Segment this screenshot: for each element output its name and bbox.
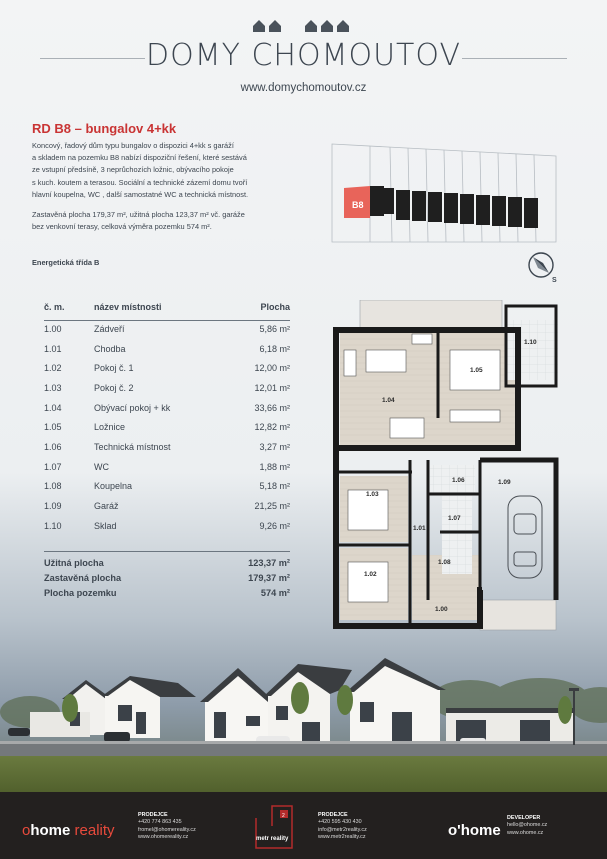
description-line: hlavní koupelna, WC , další samostatné WC a technická místnost. — [32, 189, 249, 199]
room-area: 12,01 m² — [254, 382, 290, 393]
room-area: 1,88 m² — [259, 461, 290, 472]
col-name-header: název místnosti — [94, 302, 162, 312]
sales-contact-1-web[interactable]: www.ohomereality.cz — [138, 834, 189, 841]
rooms-table — [44, 295, 290, 536]
compass-label: S — [552, 277, 557, 284]
plan-label-1.09: 1.09 — [498, 479, 511, 486]
room-area: 12,00 m² — [254, 363, 290, 374]
room-number: 1.02 — [44, 363, 62, 374]
summary-label: Plocha pozemku — [44, 587, 117, 598]
house-title: RD B8 – bungalov 4+kk — [32, 121, 177, 136]
room-area: 9,26 m² — [259, 520, 290, 531]
room-number: 1.04 — [44, 402, 62, 413]
table-row — [44, 339, 290, 359]
areas-line: bez venkovní terasy, celková výměra pozemku 574 m². — [32, 222, 212, 232]
table-row — [44, 319, 290, 339]
plan-label-1.02: 1.02 — [364, 571, 377, 578]
sales-contact-1-heading: PRODEJCE — [138, 812, 168, 818]
ohome-reality-logo-home: home — [30, 822, 71, 839]
table-row — [44, 477, 290, 497]
room-area: 12,82 m² — [254, 422, 290, 433]
room-number: 1.10 — [44, 520, 62, 531]
room-number: 1.06 — [44, 441, 62, 452]
plan-label-1.10: 1.10 — [524, 339, 537, 346]
room-number: 1.09 — [44, 501, 62, 512]
table-row — [44, 496, 290, 516]
table-row — [44, 516, 290, 536]
summary-label: Zastavěná plocha — [44, 572, 122, 583]
plan-label-1.08: 1.08 — [438, 559, 451, 566]
room-number: 1.01 — [44, 343, 62, 354]
house-description — [32, 140, 302, 201]
room-name: Chodba — [94, 343, 126, 354]
metr-logo-text: metr reality — [256, 836, 289, 842]
table-header-row — [44, 295, 290, 319]
room-name: Technická místnost — [94, 441, 171, 452]
summary-value: 574 m² — [260, 587, 290, 598]
developer-heading: DEVELOPER — [507, 815, 541, 821]
ohome-reality-logo-o: o — [22, 822, 31, 839]
room-name: Obývací pokoj + kk — [94, 402, 171, 413]
ohome-reality-logo-reality: reality — [70, 822, 115, 839]
floor-plan — [330, 300, 562, 636]
room-name: Sklad — [94, 520, 117, 531]
plan-label-1.01: 1.01 — [413, 525, 426, 532]
ohome-reality-logo — [22, 822, 115, 839]
sales-contact-1-phone[interactable]: +420 774 863 435 — [138, 819, 182, 826]
plan-label-1.00: 1.00 — [435, 606, 448, 613]
sales-contact-1 — [138, 812, 196, 842]
metr-reality-logo — [252, 790, 296, 850]
room-area: 3,27 m² — [259, 441, 290, 452]
room-name: Zádveří — [94, 323, 125, 334]
room-number: 1.00 — [44, 323, 62, 334]
table-row — [44, 457, 290, 477]
description-line: a skladem na pozemku B8 nabízí dispoziční řešení, které sestává — [32, 153, 247, 163]
room-name: Pokoj č. 1 — [94, 363, 134, 374]
table-row — [44, 378, 290, 398]
areas-line: Zastavěná plocha 179,37 m², užitná plocha 123,37 m² vč. garáže — [32, 210, 245, 219]
room-number: 1.08 — [44, 481, 62, 492]
header-house-icons — [253, 18, 363, 32]
energy-class: Energetická třída B — [32, 258, 100, 267]
table-row — [44, 417, 290, 437]
room-area: 5,18 m² — [259, 481, 290, 492]
plan-label-1.07: 1.07 — [448, 515, 461, 522]
summary-value: 179,37 m² — [248, 572, 290, 583]
description-line: ze vstupní předsíně, 3 neprůchozích ložnic, obývacího pokoje — [32, 165, 234, 175]
description-line: Koncový, řadový dům typu bungalov o dispozici 4+kk s garáží — [32, 141, 234, 150]
col-number-header: č. m. — [44, 302, 65, 312]
table-row — [44, 437, 290, 457]
room-name: Pokoj č. 2 — [94, 382, 134, 393]
garage-car — [508, 496, 542, 578]
site-plot-label: B8 — [352, 200, 364, 210]
plan-label-1.05: 1.05 — [470, 367, 483, 374]
summary-table — [44, 555, 290, 600]
sales-contact-1-email[interactable]: fromel@ohomereality.cz — [138, 826, 196, 833]
col-area-header: Plocha — [260, 302, 290, 312]
house-areas — [32, 209, 302, 233]
sales-contact-2-phone[interactable]: +420 595 430 430 — [318, 819, 362, 826]
room-name: Ložnice — [94, 422, 126, 433]
plan-label-1.03: 1.03 — [366, 491, 379, 498]
table-summary-divider — [44, 551, 290, 552]
room-area: 21,25 m² — [254, 501, 290, 512]
table-row — [44, 398, 290, 418]
description-line: s kuch. koutem a terasou. Sociální a technické zázemí domu tvoří — [32, 177, 248, 187]
developer-web[interactable]: www.ohome.cz — [507, 829, 544, 836]
compass-icon — [525, 250, 559, 284]
table-header-divider — [44, 320, 290, 321]
summary-value: 123,37 m² — [248, 557, 290, 568]
sales-contact-2-web[interactable]: www.metr2reality.cz — [318, 834, 366, 841]
room-name: Garáž — [94, 501, 119, 512]
room-area: 5,86 m² — [259, 323, 290, 334]
plan-label-1.06: 1.06 — [452, 477, 465, 484]
room-number: 1.07 — [44, 461, 62, 472]
summary-label: Užitná plocha — [44, 557, 104, 568]
plan-label-1.04: 1.04 — [382, 397, 395, 404]
summary-row — [44, 585, 290, 600]
summary-row — [44, 555, 290, 570]
developer-contact — [507, 815, 547, 837]
ohome-logo: o'home — [448, 822, 501, 839]
room-area: 6,18 m² — [259, 343, 290, 354]
site-plan — [330, 138, 558, 248]
page-title: DOMY CHOMOUTOV — [146, 38, 461, 73]
room-number: 1.05 — [44, 422, 62, 433]
developer-email[interactable]: hello@ohome.cz — [507, 822, 548, 829]
website-link[interactable]: www.domychomoutov.cz — [240, 82, 367, 94]
room-name: WC — [94, 461, 109, 472]
summary-row — [44, 570, 290, 585]
metr-logo-number: 2 — [282, 813, 285, 819]
sales-contact-2-heading: PRODEJCE — [318, 812, 348, 818]
room-area: 33,66 m² — [254, 402, 290, 413]
sales-contact-2-email[interactable]: info@metr2reality.cz — [318, 826, 367, 833]
sales-contact-2 — [318, 812, 367, 842]
room-number: 1.03 — [44, 382, 62, 393]
table-row — [44, 358, 290, 378]
room-name: Koupelna — [94, 481, 133, 492]
